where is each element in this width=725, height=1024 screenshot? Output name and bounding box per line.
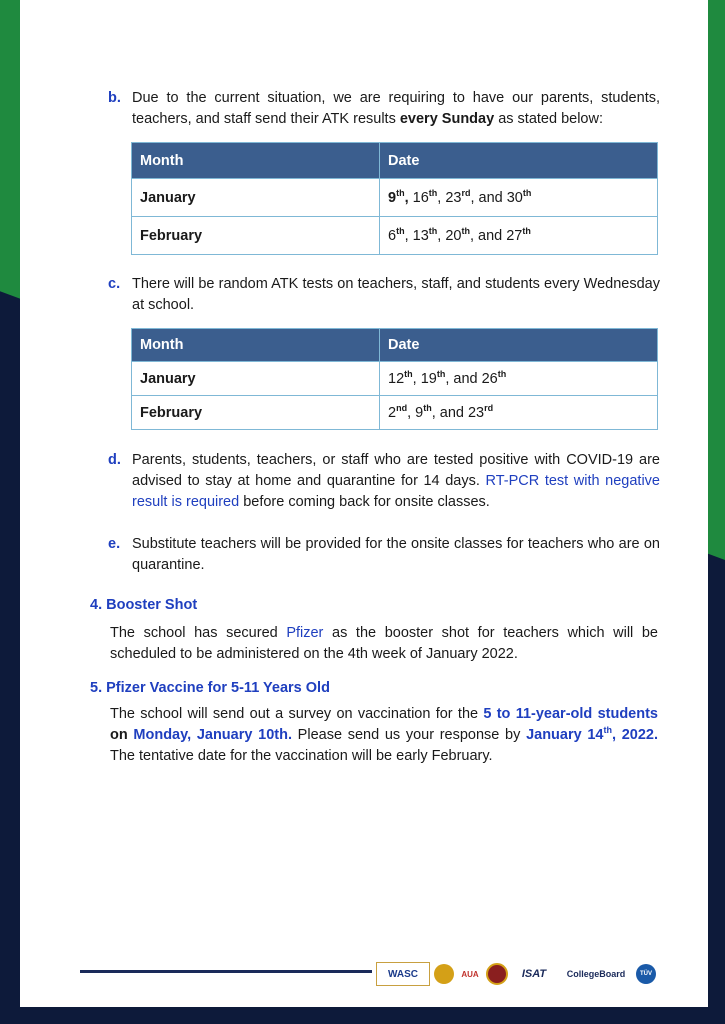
ordinal-suffix: th — [461, 225, 470, 236]
date-value: 16 — [408, 189, 429, 206]
table-header-row — [132, 329, 658, 362]
item-text — [132, 88, 660, 130]
date-value: 9 — [388, 189, 397, 206]
date-value: , 19 — [412, 370, 437, 387]
text-segment: Due to the current situation, we are requiring to have our parents, students, teachers, and staff send their ATK results — [132, 90, 660, 127]
item-text: There will be random ATK tests on teachers, staff, and students every Wednesday at school. — [132, 276, 660, 313]
text-segment: Parents, students, teachers, or staff who are tested positive with COVID-19 are advised to stay at home and quarantine for 14 days. — [132, 452, 660, 489]
date-value: , and 23 — [431, 404, 485, 421]
ordinal-suffix: th — [436, 368, 446, 379]
highlight-text: , 2022. — [612, 727, 659, 743]
item-b — [108, 88, 660, 130]
date-cell — [380, 362, 658, 396]
date-cell — [380, 179, 658, 217]
tuv-logo: TÜV — [636, 964, 656, 984]
table-header-row — [132, 143, 658, 179]
date-value: 12 — [388, 370, 405, 387]
ordinal-suffix: nd — [396, 402, 408, 413]
ordinal-suffix: th — [428, 225, 438, 236]
collegeboard-logo: CollegeBoard — [566, 969, 626, 979]
isat-logo: ISAT — [521, 968, 547, 980]
atk-wednesday-table — [131, 328, 658, 430]
date-value: , 13 — [404, 227, 429, 244]
item-d — [108, 450, 660, 513]
item-letter: b. — [108, 90, 121, 106]
table-row — [132, 179, 658, 217]
date-value: 2 — [388, 404, 397, 421]
accreditation-logos — [376, 961, 660, 987]
text-segment: The school will send out a survey on vaccination for the — [110, 706, 484, 722]
date-value: , and 30 — [470, 189, 523, 206]
footer-rule — [80, 970, 372, 973]
date-value: , 20 — [437, 227, 462, 244]
date-cell — [380, 217, 658, 255]
text-segment: as stated below: — [494, 111, 603, 127]
text-segment: The tentative date for the vaccination will be early February. — [110, 748, 493, 764]
wasc-logo: WASC — [376, 962, 430, 986]
column-header: Date — [380, 329, 658, 362]
section-heading-pfizer: 5. Pfizer Vaccine for 5-11 Years Old — [90, 680, 330, 696]
column-header: Month — [132, 329, 380, 362]
highlight-text: January 14 — [526, 727, 604, 743]
date-separator: , — [404, 189, 409, 206]
text-segment: Please send us your response by — [291, 727, 527, 743]
item-letter: c. — [108, 276, 121, 292]
table-row — [132, 396, 658, 430]
atk-sunday-table — [131, 142, 658, 255]
ordinal-suffix: th — [497, 368, 507, 379]
highlight-text: Pfizer — [286, 625, 324, 641]
emblem-logo — [486, 963, 508, 985]
section-paragraph-booster — [110, 623, 658, 665]
ordinal-suffix: th — [428, 187, 438, 198]
ordinal-suffix: th — [423, 402, 432, 413]
item-letter: d. — [108, 452, 121, 468]
date-value: , 9 — [407, 404, 424, 421]
table-row — [132, 217, 658, 255]
table-row — [132, 362, 658, 396]
month-cell: February — [132, 396, 380, 430]
ordinal-suffix: th — [603, 725, 612, 736]
ordinal-suffix: th — [522, 225, 531, 236]
highlight-text: Monday, January 10th. — [133, 727, 292, 743]
emphasis-text: every Sunday — [399, 111, 495, 127]
text-segment: as the booster shot for teachers which will be scheduled to be administered on the 4th week of January 2022. — [110, 625, 658, 662]
date-value: , and 27 — [469, 227, 523, 244]
month-cell: January — [132, 362, 380, 396]
emphasis-text: on — [110, 727, 134, 743]
date-value: , and 26 — [445, 370, 498, 387]
month-cell: February — [132, 217, 380, 255]
ordinal-suffix: th — [404, 368, 413, 379]
ordinal-suffix: th — [522, 187, 532, 198]
date-value: , 23 — [437, 189, 462, 206]
ordinal-suffix: th — [396, 225, 405, 236]
item-c — [108, 274, 660, 316]
date-cell — [380, 396, 658, 430]
item-text — [132, 450, 660, 513]
item-letter: e. — [108, 536, 121, 552]
seal-logo — [434, 964, 454, 984]
month-cell: January — [132, 179, 380, 217]
ordinal-suffix: th — [396, 187, 405, 198]
text-segment: The school has secured — [110, 625, 287, 641]
ordinal-suffix: rd — [461, 187, 471, 198]
section-paragraph-pfizer — [110, 704, 658, 767]
section-heading-booster: 4. Booster Shot — [90, 597, 198, 613]
column-header: Month — [132, 143, 380, 179]
column-header: Date — [380, 143, 658, 179]
date-value: 6 — [388, 227, 397, 244]
ordinal-suffix: rd — [484, 402, 494, 413]
aua-logo: AUA — [461, 969, 479, 979]
item-e — [108, 534, 660, 576]
item-text: Substitute teachers will be provided for the onsite classes for teachers who are on quarantine. — [132, 536, 660, 573]
highlight-text: RT-PCR test with negative result is required — [132, 473, 660, 510]
highlight-text: 5 to 11-year-old students — [483, 706, 658, 722]
text-segment: before coming back for onsite classes. — [239, 494, 490, 510]
